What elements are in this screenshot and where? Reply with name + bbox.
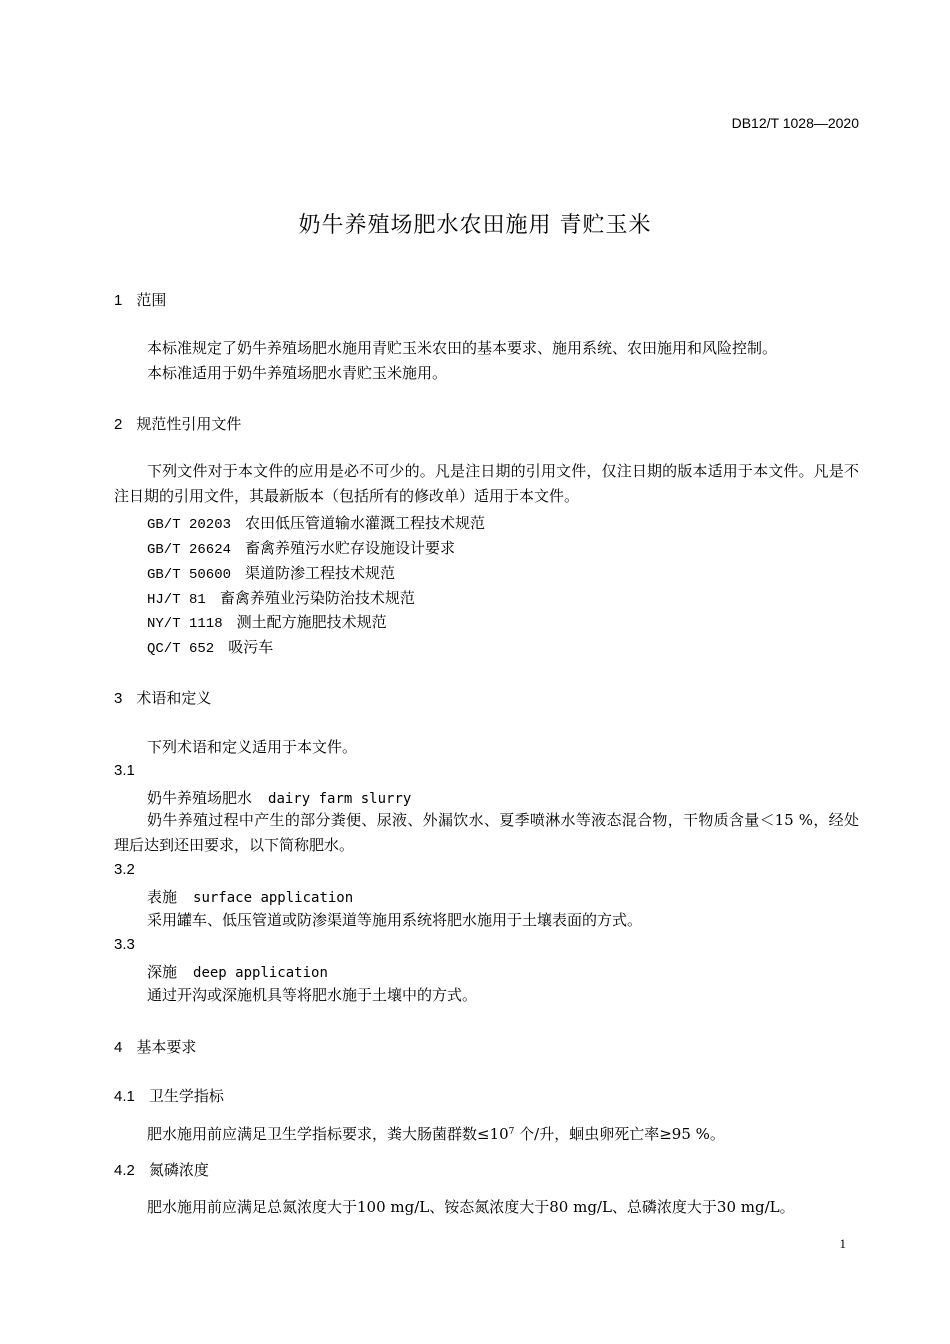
section-3-heading [114,687,211,708]
section-number: 2 [114,416,123,433]
section-number: 4 [114,1039,123,1056]
reference-code: GB/T 26624 [147,542,232,558]
reference-title: 测土配方施肥技术规范 [236,613,387,631]
term-heading [147,787,411,808]
term-en: deep application [193,965,328,981]
reference-item [147,636,273,657]
section-number: 1 [114,292,123,309]
term-definition: 奶牛养殖过程中产生的部分粪便、尿液、外漏饮水、夏季喷淋水等液态混合物，干物质含量＜15 %，经处理后达到还田要求，以下简称肥水。 [114,811,859,854]
term-zh: 奶牛养殖场肥水 [147,789,253,807]
reference-code: NY/T 1118 [147,616,223,632]
term-heading [147,886,353,907]
text-segment: 个/升，蛔虫卵死亡率≥95 %。 [514,1125,725,1143]
subsection-4-2-text: 肥水施用前应满足总氮浓度大于100 mg/L、铵态氮浓度大于80 mg/L、总磷浓度大于30 mg/L。 [147,1198,795,1216]
reference-title: 畜禽养殖业污染防治技术规范 [219,589,415,607]
section-1-heading [114,289,166,310]
reference-title: 吸污车 [228,638,274,656]
subsection-number: 4.1 [114,1088,135,1105]
reference-code: HJ/T 81 [147,592,206,608]
section-title: 术语和定义 [136,689,212,707]
reference-item [147,611,387,632]
superscript-exponent: 7 [508,1127,515,1137]
section-1-paragraph-2: 本标准适用于奶牛养殖场肥水青贮玉米施用。 [147,364,448,382]
section-4-heading [114,1036,196,1057]
subsection-title: 氮磷浓度 [148,1161,209,1179]
subsection-title: 卫生学指标 [148,1087,224,1105]
reference-code: GB/T 20203 [147,517,232,533]
section-title: 规范性引用文件 [136,415,242,433]
section-number: 3 [114,690,123,707]
reference-title: 渠道防渗工程技术规范 [245,564,396,582]
section-title: 基本要求 [136,1038,197,1056]
term-en: dairy farm slurry [268,791,412,807]
section-title: 范围 [136,291,167,309]
term-zh: 深施 [147,963,178,981]
text-segment: 肥水施用前应满足卫生学指标要求，粪大肠菌群数≤10 [147,1125,509,1143]
subsection-4-1-heading [114,1085,224,1106]
section-2-intro: 下列文件对于本文件的应用是必不可少的。凡是注日期的引用文件，仅注日期的版本适用于本文件。凡是不注日期的引用文件，其最新版本（包括所有的修改单）适用于本文件。 [114,462,859,505]
term-number: 3.3 [114,936,135,953]
term-en: surface application [193,890,354,906]
reference-item [147,562,395,583]
reference-item [147,512,485,533]
reference-code: QC/T 652 [147,641,215,657]
section-1-paragraph-1: 本标准规定了奶牛养殖场肥水施用青贮玉米农田的基本要求、施用系统、农田施用和风险控制。 [147,339,778,357]
reference-title: 畜禽养殖污水贮存设施设计要求 [245,539,456,557]
term-zh: 表施 [147,888,178,906]
reference-code: GB/T 50600 [147,567,232,583]
subsection-number: 4.2 [114,1162,135,1179]
reference-item [147,537,455,558]
term-heading [147,961,328,982]
section-2-heading [114,413,241,434]
term-definition: 采用罐车、低压管道或防渗渠道等施用系统将肥水施用于土壤表面的方式。 [147,911,643,929]
subsection-4-1-text [147,1122,725,1146]
term-number: 3.1 [114,762,135,779]
reference-title: 农田低压管道输水灌溉工程技术规范 [245,514,486,532]
reference-item [147,587,415,608]
document-title: 奶牛养殖场肥水农田施用 青贮玉米 [298,213,652,238]
term-number: 3.2 [114,861,135,878]
standard-number: DB12/T 1028—2020 [731,115,859,131]
term-definition: 通过开沟或深施机具等将肥水施于土壤中的方式。 [147,986,478,1004]
page-number: 1 [839,1236,846,1251]
section-3-intro: 下列术语和定义适用于本文件。 [147,738,358,756]
subsection-4-2-heading [114,1159,209,1180]
